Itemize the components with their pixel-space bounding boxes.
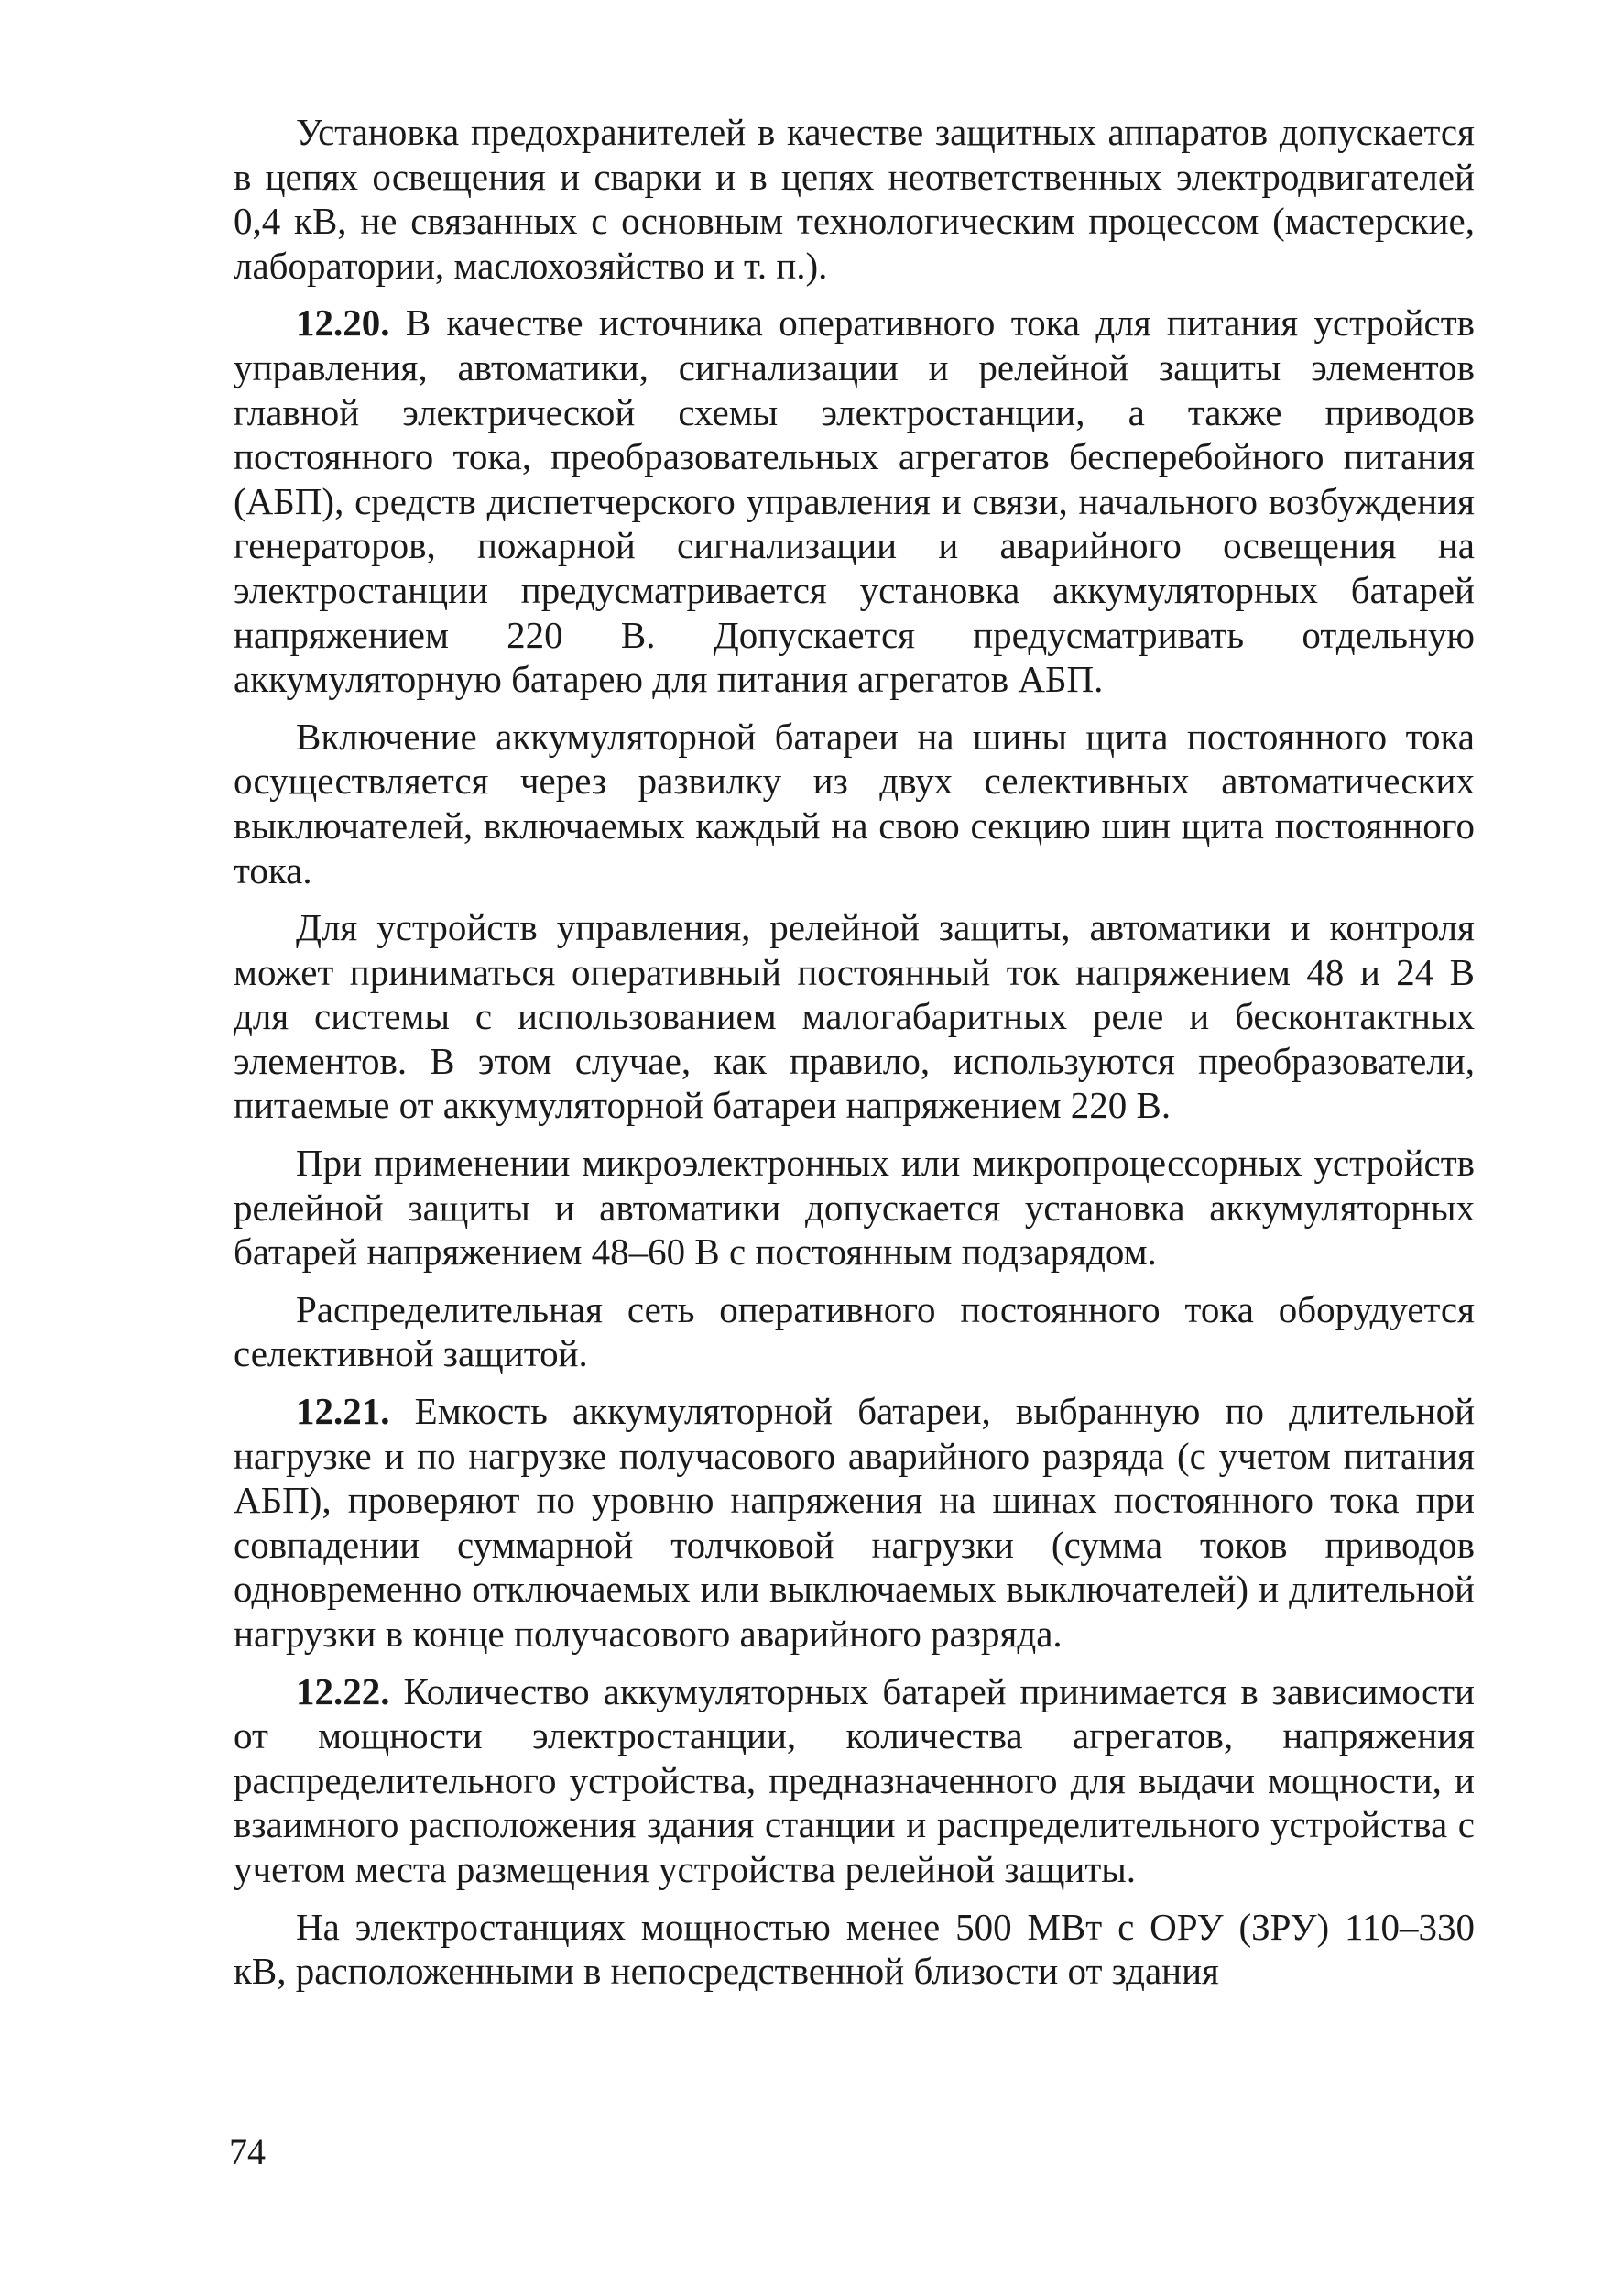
- paragraph-text: В качестве источника оперативного тока для питания устройств управления, автоматики, сигнализации и релейной защиты элементов главной электрической схемы электростанции, а также приводов постоянного тока, преобразовательных агрегатов бесперебойного питания (АБП), средств диспетчерского управления и связи, начального возбуждения генераторов, пожарной сигнализации и аварийного освещения на электростанции предусматривается установка аккумуляторных батарей напряжением 220 В. Допускается предусматривать отдельную аккумуляторную батарею для питания агрегатов АБП.: [234, 301, 1476, 701]
- paragraph-distribution-network: [234, 1287, 1475, 1376]
- paragraph-12-22: [234, 1669, 1475, 1892]
- section-number: 12.21.: [296, 1390, 390, 1433]
- paragraph-text: Емкость аккумуляторной батареи, выбранную по длительной нагрузке и по нагрузке получасового аварийного разряда (с учетом питания АБП), проверяют по уровню напряжения на шинах постоянного тока при совпадении суммарной толчковой нагрузки (сумма токов приводов одновременно отключаемых или выключаемых выключателей) и длительной нагрузки в конце получасового аварийного разряда.: [234, 1390, 1476, 1655]
- paragraph-12-21: [234, 1389, 1475, 1657]
- document-page: [234, 110, 1475, 2007]
- page-number: 74: [229, 2131, 266, 2172]
- paragraph-text: На электростанциях мощностью менее 500 МВт с ОРУ (ЗРУ) 110–330 кВ, расположенными в непосредственной близости от здания: [234, 1905, 1475, 1993]
- paragraph-microprocessor: [234, 1141, 1475, 1274]
- paragraph-12-20: [234, 301, 1475, 701]
- paragraph-text: Количество аккумуляторных батарей принимается в зависимости от мощности электростанции, количества агрегатов, напряжения распределительного устройства, предназначенного для выдачи мощности, и взаимного расположения здания станции и распределительного устройства с учетом места размещения устройства релейной защиты.: [234, 1669, 1475, 1890]
- paragraph-power-plants: [234, 1905, 1475, 1994]
- paragraph-text: Установка предохранителей в качестве защитных аппаратов допускается в цепях освещения и сварки и в цепях неответственных электродвигателей 0,4 кВ, не связанных с основным технологическим процессом (мастерские, лаборатории, маслохозяйство и т. п.).: [234, 111, 1475, 287]
- paragraph-text: При применении микроэлектронных или микропроцессорных устройств релейной защиты и автоматики допускается установка аккумуляторных батарей напряжением 48–60 В с постоянным подзарядом.: [234, 1142, 1475, 1274]
- paragraph-fuses: [234, 110, 1475, 288]
- paragraph-text: Для устройств управления, релейной защиты, автоматики и контроля может приниматься оперативный постоянный ток напряжением 48 и 24 В для системы с использованием малогабаритных реле и бесконтактных элементов. В этом случае, как правило, используются преобразователи, питаемые от аккумуляторной батареи напряжением 220 В.: [234, 906, 1475, 1127]
- section-number: 12.20.: [296, 301, 390, 345]
- paragraph-text: Распределительная сеть оперативного постоянного тока оборудуется селективной защитой.: [234, 1287, 1475, 1375]
- section-number: 12.22.: [296, 1669, 390, 1712]
- paragraph-battery-connection: [234, 715, 1475, 892]
- paragraph-text: Включение аккумуляторной батареи на шины щита постоянного тока осуществляется через развилку из двух селективных автоматических выключателей, включаемых каждый на свою секцию шин щита постоянного тока.: [234, 715, 1475, 891]
- paragraph-control-devices: [234, 905, 1475, 1128]
